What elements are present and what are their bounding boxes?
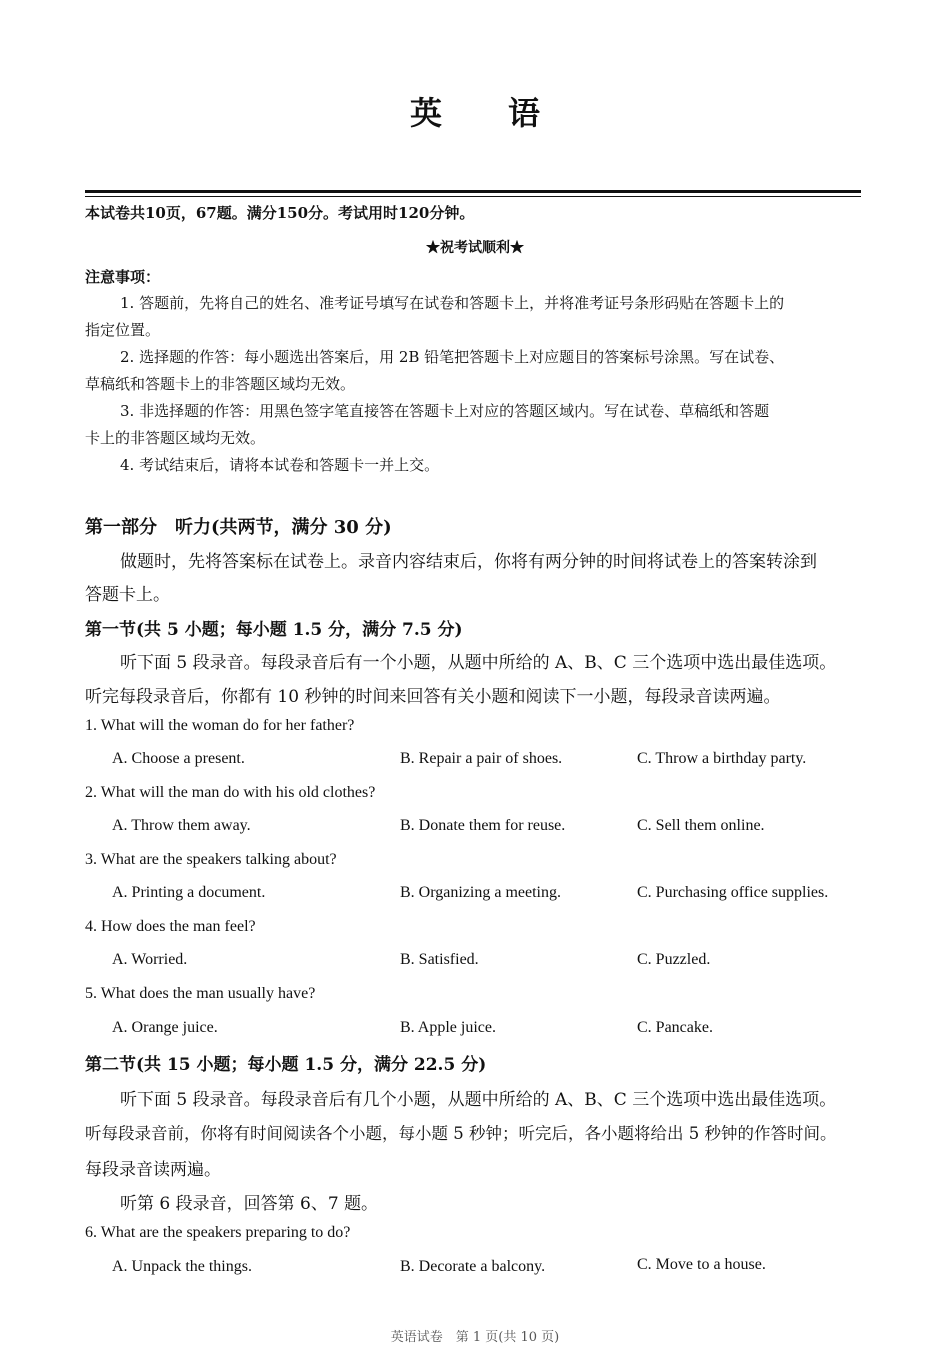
- section1-intro: 听完每段录音后，你都有 10 秒钟的时间来回答有关小题和阅读下一小题，每段录音读两遍。: [85, 687, 781, 707]
- option-b: B. Donate them for reuse.: [400, 817, 566, 834]
- question-stem: 2. What will the man do with his old clothes?: [85, 784, 376, 801]
- header-rule-thick: [85, 190, 861, 193]
- notice-line: 3. 非选择题的作答：用黑色签字笔直接答在答题卡上对应的答题区域内。写在试卷、草稿纸和答题: [120, 402, 770, 420]
- section2-intro: 听每段录音前，你将有时间阅读各个小题，每小题 5 秒钟；听完后，各小题将给出 5 秒钟的作答时间。: [85, 1124, 837, 1143]
- page-title: 英语: [409, 94, 606, 132]
- option-c: C. Pancake.: [637, 1019, 713, 1036]
- option-a: A. Worried.: [112, 951, 188, 968]
- option-c: C. Sell them online.: [637, 817, 765, 834]
- exam-info: 本试卷共10页，67题。满分150分。考试用时120分钟。: [85, 204, 475, 222]
- notice-line: 4. 考试结束后，请将本试卷和答题卡一并上交。: [120, 456, 440, 474]
- section2-subheading: 听第 6 段录音，回答第 6、7 题。: [120, 1194, 379, 1214]
- option-a: A. Printing a document.: [112, 884, 266, 901]
- question-stem: 4. How does the man feel?: [85, 918, 256, 935]
- question-stem: 5. What does the man usually have?: [85, 985, 316, 1002]
- option-b: B. Decorate a balcony.: [400, 1258, 546, 1275]
- question-stem: 6. What are the speakers preparing to do?: [85, 1224, 351, 1241]
- option-c: C. Throw a birthday party.: [637, 750, 807, 767]
- section2-intro: 每段录音读两遍。: [85, 1160, 221, 1180]
- option-b: B. Organizing a meeting.: [400, 884, 561, 901]
- part1-intro: 答题卡上。: [85, 585, 170, 605]
- option-a: A. Unpack the things.: [112, 1258, 252, 1275]
- notice-line: 指定位置。: [85, 321, 161, 339]
- notice-line: 2. 选择题的作答：每小题选出答案后，用 2B 铅笔把答题卡上对应题目的答案标号涂黑。写在试卷、: [120, 348, 785, 366]
- notice-line: 1. 答题前，先将自己的姓名、准考证号填写在试卷和答题卡上，并将准考证号条形码贴在答题卡上的: [120, 294, 785, 312]
- section1-intro: 听下面 5 段录音。每段录音后有一个小题，从题中所给的 A、B、C 三个选项中选出最佳选项。: [120, 653, 837, 673]
- option-a: A. Choose a present.: [112, 750, 245, 767]
- section2-intro: 听下面 5 段录音。每段录音后有几个小题，从题中所给的 A、B、C 三个选项中选出最佳选项。: [120, 1090, 837, 1110]
- notice-line: 草稿纸和答题卡上的非答题区域均无效。: [85, 375, 356, 393]
- option-b: B. Repair a pair of shoes.: [400, 750, 563, 767]
- page-footer: 英语试卷 第 1 页(共 10 页): [390, 1330, 560, 1345]
- part1-heading: 第一部分 听力(共两节，满分 30 分): [85, 517, 392, 538]
- option-c: C. Move to a house.: [637, 1256, 766, 1273]
- question-stem: 1. What will the woman do for her father?: [85, 717, 355, 734]
- section1-heading: 第一节(共 5 小题；每小题 1.5 分，满分 7.5 分): [85, 620, 463, 640]
- option-c: C. Purchasing office supplies.: [637, 884, 829, 901]
- option-b: B. Apple juice.: [400, 1019, 496, 1036]
- notice-line: 卡上的非答题区域均无效。: [85, 429, 266, 447]
- notice-heading: 注意事项：: [85, 268, 161, 286]
- part1-intro: 做题时，先将答案标在试卷上。录音内容结束后，你将有两分钟的时间将试卷上的答案转涂到: [120, 552, 817, 572]
- option-b: B. Satisfied.: [400, 951, 479, 968]
- blessing: ★祝考试顺利★: [426, 240, 524, 256]
- question-stem: 3. What are the speakers talking about?: [85, 851, 337, 868]
- header-rule-thin: [85, 196, 861, 197]
- section2-heading: 第二节(共 15 小题；每小题 1.5 分，满分 22.5 分): [85, 1055, 487, 1075]
- option-c: C. Puzzled.: [637, 951, 711, 968]
- option-a: A. Throw them away.: [112, 817, 251, 834]
- option-a: A. Orange juice.: [112, 1019, 218, 1036]
